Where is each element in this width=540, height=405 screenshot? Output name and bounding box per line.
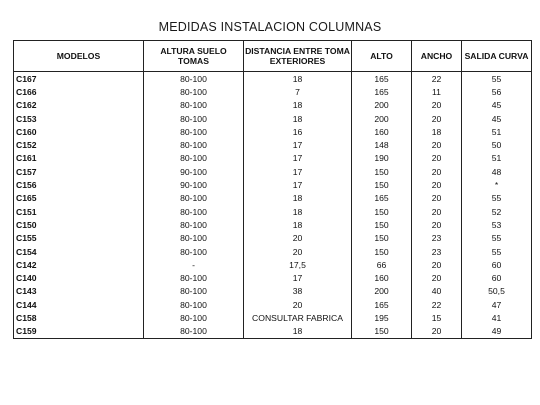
distancia-cell: 20	[244, 232, 352, 245]
ancho-cell: 20	[412, 165, 462, 178]
distancia-cell: 20	[244, 298, 352, 311]
salida-cell: 56	[462, 85, 532, 98]
altura-cell: 80-100	[144, 245, 244, 258]
alto-cell: 195	[352, 311, 412, 324]
model-cell: C152	[14, 138, 144, 151]
distancia-cell: 18	[244, 218, 352, 231]
salida-cell: 49	[462, 325, 532, 339]
ancho-cell: 20	[412, 178, 462, 191]
distancia-cell: 17	[244, 165, 352, 178]
table-row	[14, 232, 532, 245]
ancho-cell: 20	[412, 205, 462, 218]
distancia-cell: 18	[244, 72, 352, 86]
table-body	[14, 72, 532, 339]
model-cell: C166	[14, 85, 144, 98]
table-header-row	[14, 41, 532, 72]
altura-cell: 80-100	[144, 99, 244, 112]
distancia-cell: 17	[244, 138, 352, 151]
header-modelos: MODELOS	[14, 41, 144, 72]
ancho-cell: 20	[412, 258, 462, 271]
header-salida-curva: SALIDA CURVA	[462, 41, 532, 72]
altura-cell: 80-100	[144, 311, 244, 324]
ancho-cell: 20	[412, 112, 462, 125]
distancia-cell: 18	[244, 112, 352, 125]
salida-cell: 55	[462, 232, 532, 245]
header-distancia-entre-toma-exteriores: DISTANCIA ENTRE TOMA EXTERIORES	[244, 41, 352, 72]
table-row	[14, 245, 532, 258]
altura-cell: 80-100	[144, 325, 244, 339]
altura-cell: 80-100	[144, 192, 244, 205]
table-row	[14, 325, 532, 339]
table-row	[14, 311, 532, 324]
salida-cell: 50,5	[462, 285, 532, 298]
alto-cell: 150	[352, 218, 412, 231]
model-cell: C153	[14, 112, 144, 125]
model-cell: C162	[14, 99, 144, 112]
alto-cell: 150	[352, 245, 412, 258]
salida-cell: 55	[462, 72, 532, 86]
ancho-cell: 20	[412, 138, 462, 151]
model-cell: C142	[14, 258, 144, 271]
distancia-cell: CONSULTAR FABRICA	[244, 311, 352, 324]
alto-cell: 190	[352, 152, 412, 165]
altura-cell: 80-100	[144, 125, 244, 138]
ancho-cell: 20	[412, 152, 462, 165]
altura-cell: 80-100	[144, 112, 244, 125]
salida-cell: 51	[462, 125, 532, 138]
model-cell: C155	[14, 232, 144, 245]
salida-cell: 45	[462, 99, 532, 112]
distancia-cell: 17	[244, 152, 352, 165]
table-row	[14, 205, 532, 218]
table-row	[14, 99, 532, 112]
header-alto: ALTO	[352, 41, 412, 72]
altura-cell: 90-100	[144, 165, 244, 178]
model-cell: C165	[14, 192, 144, 205]
table-row	[14, 285, 532, 298]
alto-cell: 148	[352, 138, 412, 151]
alto-cell: 165	[352, 298, 412, 311]
table-row	[14, 258, 532, 271]
distancia-cell: 18	[244, 205, 352, 218]
model-cell: C160	[14, 125, 144, 138]
alto-cell: 200	[352, 285, 412, 298]
ancho-cell: 20	[412, 99, 462, 112]
salida-cell: 60	[462, 271, 532, 284]
distancia-cell: 17,5	[244, 258, 352, 271]
ancho-cell: 20	[412, 271, 462, 284]
distancia-cell: 20	[244, 245, 352, 258]
model-cell: C143	[14, 285, 144, 298]
salida-cell: 55	[462, 245, 532, 258]
distancia-cell: 16	[244, 125, 352, 138]
distancia-cell: 18	[244, 99, 352, 112]
distancia-cell: 18	[244, 325, 352, 339]
model-cell: C158	[14, 311, 144, 324]
altura-cell: -	[144, 258, 244, 271]
ancho-cell: 23	[412, 232, 462, 245]
alto-cell: 66	[352, 258, 412, 271]
table-row	[14, 152, 532, 165]
model-cell: C151	[14, 205, 144, 218]
altura-cell: 80-100	[144, 138, 244, 151]
alto-cell: 200	[352, 99, 412, 112]
salida-cell: 50	[462, 138, 532, 151]
altura-cell: 80-100	[144, 85, 244, 98]
model-cell: C144	[14, 298, 144, 311]
altura-cell: 80-100	[144, 205, 244, 218]
altura-cell: 90-100	[144, 178, 244, 191]
table-row	[14, 178, 532, 191]
distancia-cell: 17	[244, 178, 352, 191]
installation-measurements-table	[13, 40, 532, 339]
salida-cell: 41	[462, 311, 532, 324]
distancia-cell: 38	[244, 285, 352, 298]
salida-cell: 51	[462, 152, 532, 165]
salida-cell: 55	[462, 192, 532, 205]
ancho-cell: 23	[412, 245, 462, 258]
salida-cell: 52	[462, 205, 532, 218]
alto-cell: 150	[352, 205, 412, 218]
ancho-cell: 40	[412, 285, 462, 298]
altura-cell: 80-100	[144, 218, 244, 231]
altura-cell: 80-100	[144, 285, 244, 298]
header-altura-suelo-tomas: ALTURA SUELO TOMAS	[144, 41, 244, 72]
salida-cell: 45	[462, 112, 532, 125]
alto-cell: 165	[352, 72, 412, 86]
alto-cell: 150	[352, 178, 412, 191]
salida-cell: *	[462, 178, 532, 191]
ancho-cell: 11	[412, 85, 462, 98]
table-row	[14, 192, 532, 205]
altura-cell: 80-100	[144, 72, 244, 86]
table-row	[14, 138, 532, 151]
model-cell: C167	[14, 72, 144, 86]
alto-cell: 200	[352, 112, 412, 125]
ancho-cell: 20	[412, 325, 462, 339]
ancho-cell: 22	[412, 72, 462, 86]
ancho-cell: 20	[412, 218, 462, 231]
salida-cell: 60	[462, 258, 532, 271]
model-cell: C154	[14, 245, 144, 258]
ancho-cell: 15	[412, 311, 462, 324]
ancho-cell: 18	[412, 125, 462, 138]
header-ancho: ANCHO	[412, 41, 462, 72]
table-row	[14, 112, 532, 125]
ancho-cell: 20	[412, 192, 462, 205]
model-cell: C157	[14, 165, 144, 178]
table-row	[14, 85, 532, 98]
model-cell: C161	[14, 152, 144, 165]
table-row	[14, 218, 532, 231]
table-row	[14, 298, 532, 311]
salida-cell: 53	[462, 218, 532, 231]
altura-cell: 80-100	[144, 298, 244, 311]
altura-cell: 80-100	[144, 152, 244, 165]
ancho-cell: 22	[412, 298, 462, 311]
distancia-cell: 17	[244, 271, 352, 284]
alto-cell: 160	[352, 271, 412, 284]
model-cell: C156	[14, 178, 144, 191]
alto-cell: 150	[352, 232, 412, 245]
distancia-cell: 18	[244, 192, 352, 205]
salida-cell: 47	[462, 298, 532, 311]
alto-cell: 150	[352, 165, 412, 178]
alto-cell: 165	[352, 85, 412, 98]
alto-cell: 165	[352, 192, 412, 205]
table-row	[14, 165, 532, 178]
table-row	[14, 125, 532, 138]
table-row	[14, 72, 532, 86]
altura-cell: 80-100	[144, 271, 244, 284]
page-title: MEDIDAS INSTALACION COLUMNAS	[158, 20, 382, 34]
model-cell: C140	[14, 271, 144, 284]
altura-cell: 80-100	[144, 232, 244, 245]
model-cell: C150	[14, 218, 144, 231]
alto-cell: 160	[352, 125, 412, 138]
alto-cell: 150	[352, 325, 412, 339]
salida-cell: 48	[462, 165, 532, 178]
distancia-cell: 7	[244, 85, 352, 98]
model-cell: C159	[14, 325, 144, 339]
table-row	[14, 271, 532, 284]
